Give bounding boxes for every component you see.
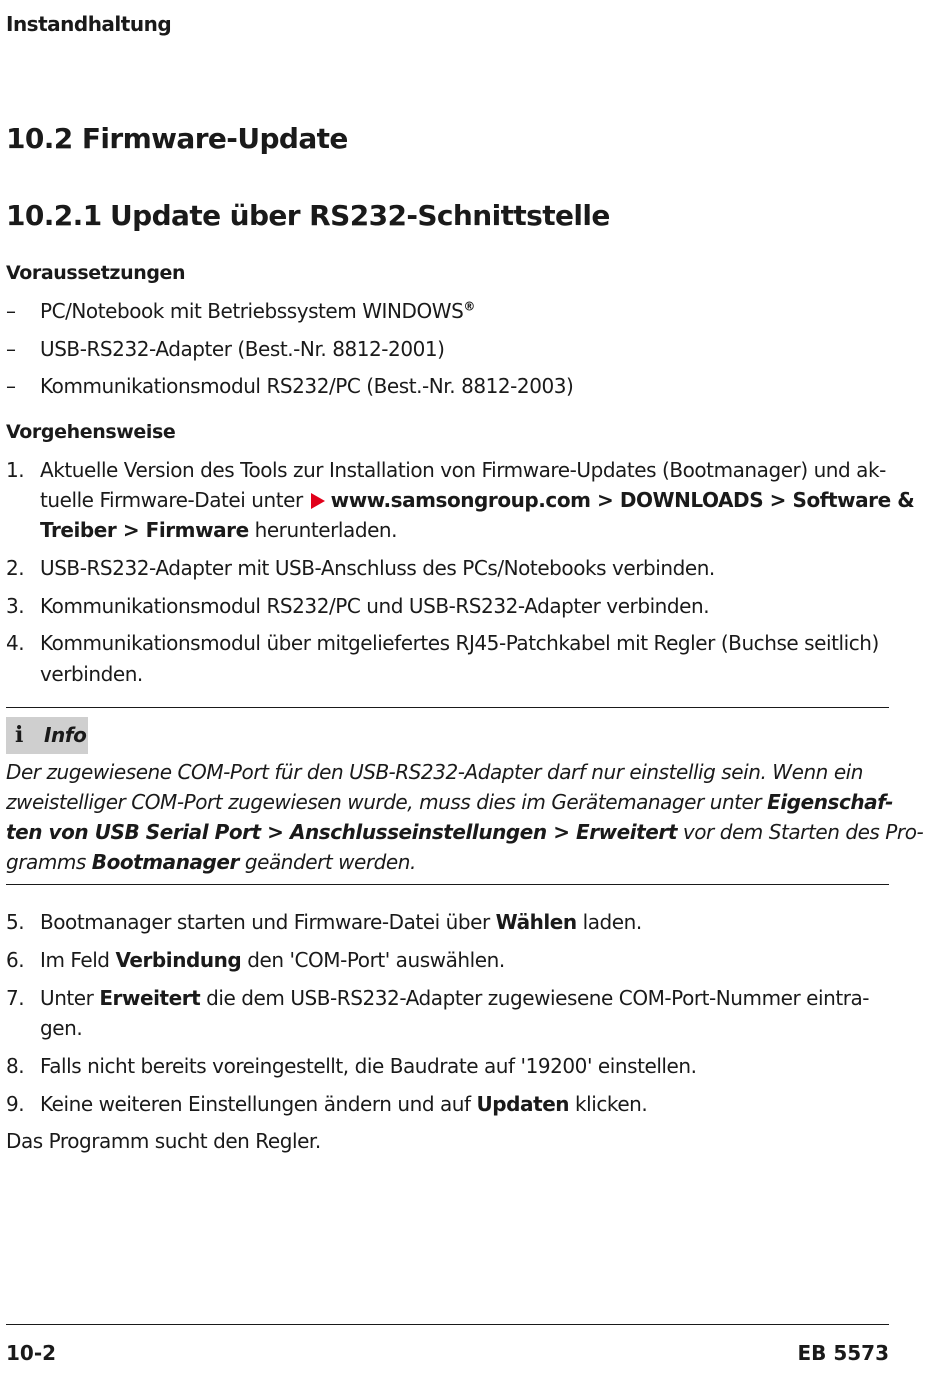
requirement-text: PC/Notebook mit Betriebssystem WINDOWS [40, 299, 464, 323]
download-link[interactable]: www.samsongroup.com > DOWNLOADS > Software & [330, 488, 915, 512]
document-id: EB 5573 [797, 1341, 889, 1365]
info-text-line: Der zugewiesene COM-Port für den USB-RS232-Adapter darf nur einstellig sein. Wenn ein [6, 760, 864, 784]
step-number: 5. [6, 910, 25, 934]
dash-bullet: – [6, 299, 16, 323]
step-text: Kommunikationsmodul über mitgeliefertes RJ45-Patchkabel mit Regler (Buchse seitlich) [40, 631, 879, 655]
info-icon: i [15, 722, 24, 748]
step-number: 9. [6, 1092, 25, 1116]
info-label: Info [44, 723, 87, 747]
step-4-line-2: verbinden. [40, 662, 143, 686]
step-1-line-3: Treiber > Firmware herunterladen. [40, 518, 398, 542]
step-number: 3. [6, 594, 25, 618]
page-number: 10-2 [6, 1341, 57, 1365]
step-text: Keine weiteren Einstellungen ändern und auf Updaten klicken. [40, 1092, 648, 1116]
subsection-heading [6, 199, 610, 232]
step-text: Im Feld Verbindung den 'COM-Port' auswählen. [40, 948, 505, 972]
subsection-number: 10.2.1 [6, 199, 102, 232]
footer-rule [6, 1324, 889, 1325]
requirement-text: USB-RS232-Adapter (Best.-Nr. 8812-2001) [40, 337, 445, 361]
step-number: 1. [6, 458, 25, 482]
info-bottom-rule [6, 884, 889, 885]
info-text-line: gramms Bootmanager geändert werden. [6, 850, 416, 874]
step-text: Unter Erweitert die dem USB-RS232-Adapter zugewiesene COM-Port-Nummer eintra- [40, 986, 870, 1010]
procedure-heading: Vorgehensweise [6, 421, 176, 443]
step-text: Aktuelle Version des Tools zur Installation von Firmware-Updates (Bootmanager) und ak- [40, 458, 886, 482]
step-number: 7. [6, 986, 25, 1010]
step-text: USB-RS232-Adapter mit USB-Anschluss des PCs/Notebooks verbinden. [40, 556, 715, 580]
link-arrow-icon [311, 493, 325, 509]
dash-bullet: – [6, 337, 16, 361]
running-header: Instandhaltung [6, 12, 172, 36]
requirement-text: Kommunikationsmodul RS232/PC (Best.-Nr. 8812-2003) [40, 374, 574, 398]
dash-bullet: – [6, 374, 16, 398]
step-text: Falls nicht bereits voreingestellt, die Baudrate auf '19200' einstellen. [40, 1054, 697, 1078]
step-1-line-2: tuelle Firmware-Datei unter www.samsongroup.com > DOWNLOADS > Software & [40, 488, 915, 512]
step-number: 6. [6, 948, 25, 972]
step-number: 8. [6, 1054, 25, 1078]
step-number: 2. [6, 556, 25, 580]
subsection-title: Update über RS232-Schnittstelle [110, 199, 610, 232]
step-text: Kommunikationsmodul RS232/PC und USB-RS232-Adapter verbinden. [40, 594, 710, 618]
section-heading: 10.2 Firmware-Update [6, 122, 348, 155]
download-link-continued[interactable]: Treiber > Firmware [40, 518, 249, 542]
registered-mark: ® [463, 299, 475, 314]
requirements-heading: Voraussetzungen [6, 262, 186, 284]
info-badge [6, 717, 88, 754]
info-text-line: zweistelliger COM-Port zugewiesen wurde, muss dies im Gerätemanager unter Eigenschaf- [6, 790, 893, 814]
step-7-line-2: gen. [40, 1016, 83, 1040]
step-text: Bootmanager starten und Firmware-Datei über Wählen laden. [40, 910, 642, 934]
info-text-line: ten von USB Serial Port > Anschlusseinstellungen > Erweitert vor dem Starten des Pro- [6, 820, 924, 844]
result-text: Das Programm sucht den Regler. [6, 1129, 321, 1153]
info-top-rule [6, 707, 889, 708]
step-number: 4. [6, 631, 25, 655]
